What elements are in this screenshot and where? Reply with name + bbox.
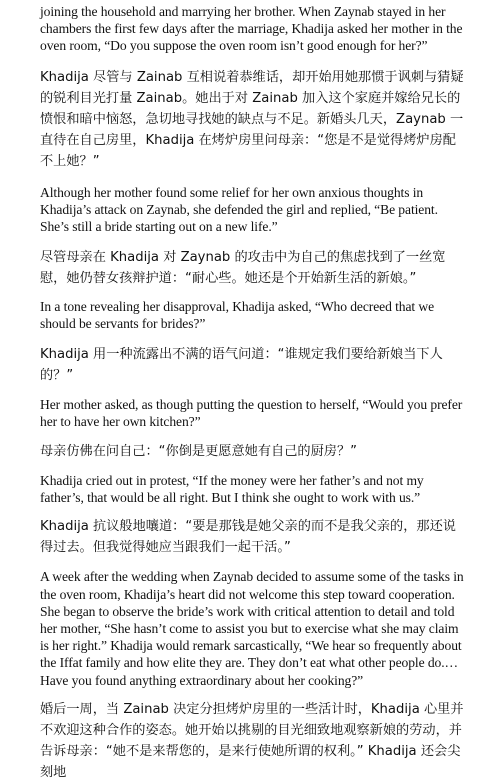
- paragraph-en-2: Although her mother found some relief for her own anxious thoughts in Khadija’s attack on Zaynab, she defended the girl and replied, “Be patient. She’s still a bride starting out on a new life.”: [40, 184, 438, 235]
- paragraph-en-6: A week after the wedding when Zaynab decided to assume some of the tasks in the oven room, Khadija’s heart did not welcome this step toward cooperation. She began to observe the bride’s work with critical attention to detail and told her mother, “She hasn’t come to assist you but to exercise what she may claim is her right.” Khadija would remark sarcastically, “We hear so frequently about the Iffat family and how elite they are. They don’t eat what other people do.…Have you found anything extraordinary about her cooking?”: [40, 569, 464, 688]
- paragraph-en-5: Khadija cried out in protest, “If the money were her father’s and not my father’s, that would be all right. But I think she ought to work with us.”: [40, 473, 424, 506]
- paragraph-en-3: In a tone revealing her disapproval, Khadija asked, “Who decreed that we should be servants for brides?”: [40, 299, 435, 332]
- paragraph-zh-3: Khadija 用一种流露出不满的语气问道：“谁规定我们要给新娘当下人的？”: [40, 346, 443, 383]
- paragraph-zh-6: 婚后一周，当 Zainab 决定分担烤炉房里的一些活计时，Khadija 心里并不欢迎这种合作的姿态。她开始以挑剔的目光细致地观察新娘的劳动，并告诉母亲：“她不是来帮您的，是来行使她所谓的权利。” Khadija 还会尖刻地: [40, 701, 464, 780]
- paragraph-en-4: Her mother asked, as though putting the question to herself, “Would you prefer her to have her own kitchen?”: [40, 396, 463, 429]
- paragraph-zh-1: Khadija 尽管与 Zainab 互相说着恭维话，却开始用她那惯于讽刺与猜疑的锐利目光打量 Zainab。她出于对 Zainab 加入这个家庭并嫁给兄长的愤恨和暗中恼怒，急切地寻找她的缺点与不足。新婚头几天，Zaynab 一直待在自己房里，Khadija 在烤炉房里问母亲：“您是不是觉得烤炉房配不上她？”: [40, 69, 464, 169]
- paragraph-zh-5: Khadija 抗议般地嚷道：“要是那钱是她父亲的而不是我父亲的，那还说得过去。但我觉得她应当跟我们一起干活。”: [40, 519, 456, 556]
- document-page: [40, 0, 464, 783]
- paragraph-zh-2: 尽管母亲在 Khadija 对 Zaynab 的攻击中为自己的焦虑找到了一丝宽慰，她仍替女孩辩护道：“耐心些。她还是个开始新生活的新娘。”: [40, 250, 446, 287]
- paragraph-zh-4: 母亲仿佛在问自己：“你倒是更愿意她有自己的厨房？”: [40, 444, 357, 460]
- paragraph-en-1: joining the household and marrying her brother. When Zaynab stayed in her chambers the first few days after the marriage, Khadija asked her mother in the oven room, “Do you suppose the oven room isn’t good enough for her?”: [40, 4, 463, 54]
